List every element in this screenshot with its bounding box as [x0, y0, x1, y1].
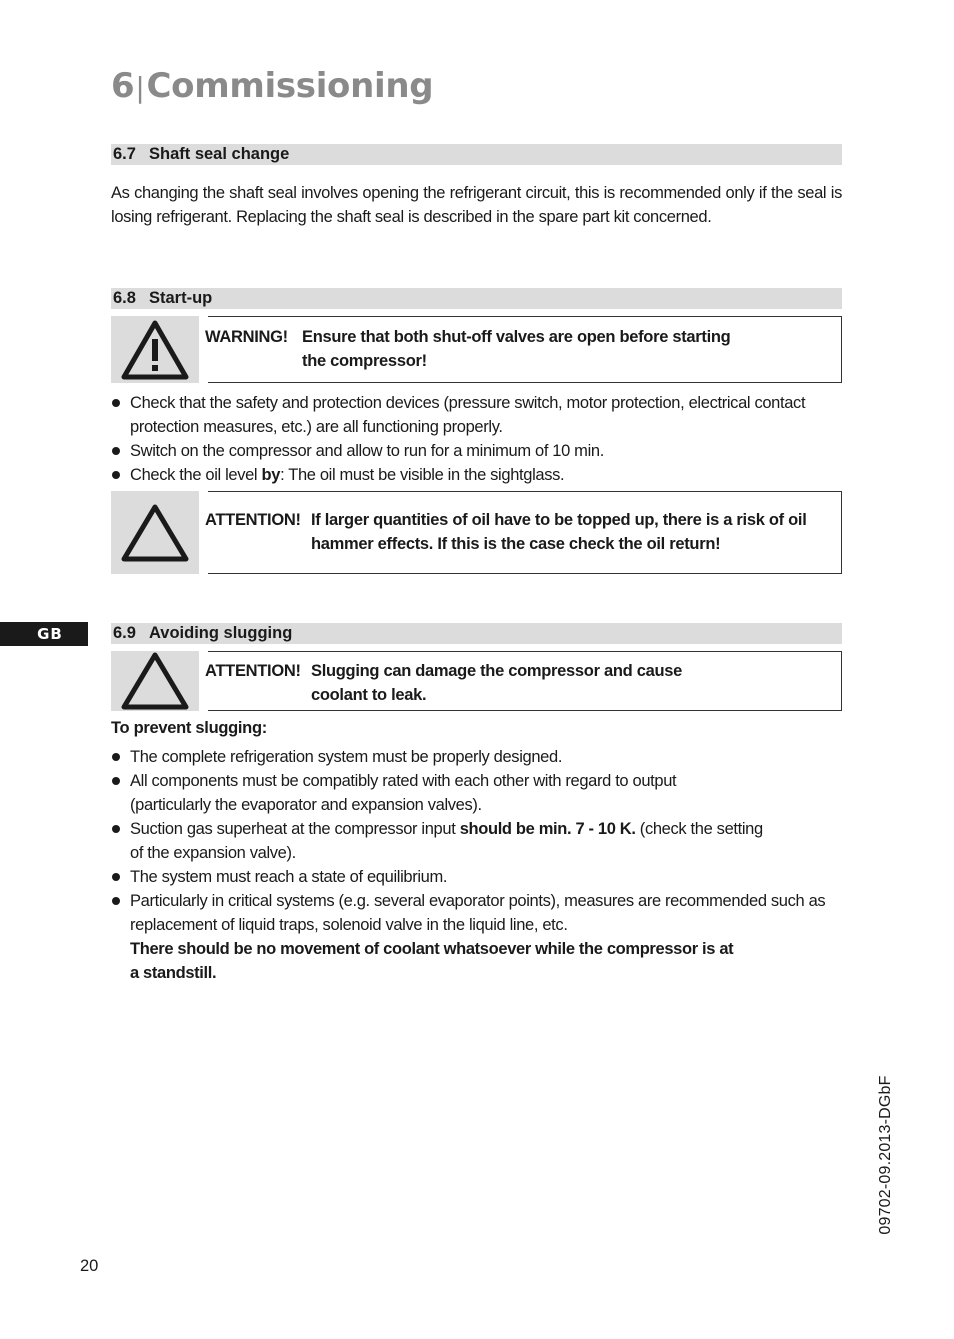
bullet-icon	[112, 825, 120, 833]
bullet-icon	[112, 873, 120, 881]
list-item-text: of the expansion valve).	[130, 844, 296, 862]
list-item-text: The complete refrigeration system must be properly designed.	[130, 748, 563, 766]
bullet-icon	[112, 471, 120, 479]
list-item	[111, 391, 842, 439]
page-title	[111, 66, 433, 106]
list-item-text: (particularly the evaporator and expansion valves).	[130, 796, 482, 814]
attention-box-oil	[111, 491, 842, 574]
list-item-emphasis: by	[261, 466, 281, 484]
list-item-emphasis: should be min. 7 - 10 K.	[459, 820, 636, 838]
list-item	[111, 769, 842, 817]
list-item	[111, 439, 842, 463]
warning-icon-cell	[111, 316, 199, 383]
shaft-seal-paragraph: As changing the shaft seal involves opening the refrigerant circuit, this is recommended only if the seal is losing refrigerant. Replacing the shaft seal is described in the spare part kit concerned.	[111, 184, 842, 226]
warning-label: WARNING!	[205, 328, 288, 346]
list-item-text: Check that the safety and protection devices (pressure switch, motor protection, electrical contact protection measures, etc.) are all functioning properly.	[130, 394, 806, 436]
page-number: 20	[80, 1257, 99, 1275]
list-item	[111, 745, 842, 769]
prevent-slugging-heading: To prevent slugging:	[111, 719, 267, 737]
list-item-text: All components must be compatibly rated with each other with regard to output	[130, 772, 677, 790]
section-heading-6-8	[111, 288, 842, 309]
list-item-text: Check the oil level	[130, 466, 262, 484]
list-item-text: Particularly in critical systems (e.g. several evaporator points), measures are recommended such as replacement of liquid traps, solenoid valve in the liquid line, etc.	[130, 892, 826, 934]
bullet-icon	[112, 753, 120, 761]
chapter-separator: |	[135, 71, 145, 104]
list-item-text: (check the setting	[635, 820, 763, 838]
startup-checklist	[111, 391, 842, 487]
attention-triangle-icon	[120, 651, 190, 711]
section-title: Start-up	[149, 289, 213, 307]
list-item	[111, 463, 842, 487]
slugging-prevention-list	[111, 745, 842, 985]
section-title: Shaft seal change	[149, 145, 290, 163]
warning-box	[111, 316, 842, 383]
attention-label: ATTENTION!	[205, 511, 301, 529]
bullet-icon	[112, 777, 120, 785]
warning-exclamation-icon	[120, 319, 190, 381]
bullet-icon	[112, 399, 120, 407]
chapter-title: Commissioning	[146, 66, 434, 106]
language-tab: GB	[0, 622, 88, 646]
section-heading-6-7	[111, 144, 842, 165]
list-item-emphasis: a standstill.	[130, 964, 217, 982]
list-item-text: The system must reach a state of equilibrium.	[130, 868, 448, 886]
attention-text-line-2: coolant to leak.	[311, 686, 427, 704]
list-item-emphasis: There should be no movement of coolant whatsoever while the compressor is at	[130, 940, 734, 958]
attention-icon-cell	[111, 651, 199, 711]
list-item-text: Suction gas superheat at the compressor input	[130, 820, 460, 838]
section-number: 6.9	[113, 624, 136, 642]
bullet-icon	[112, 897, 120, 905]
section-number: 6.7	[113, 145, 136, 163]
list-item	[111, 817, 842, 865]
bullet-icon	[112, 447, 120, 455]
list-item	[111, 889, 842, 985]
attention-text-line-1: Slugging can damage the compressor and cause	[311, 662, 682, 680]
attention-icon-cell	[111, 491, 199, 574]
attention-text-line-1: If larger quantities of oil have to be topped up, there is a risk of oil	[311, 511, 807, 529]
attention-text-line-2: hammer effects. If this is the case check the oil return!	[311, 535, 721, 553]
document-code-text: 09702-09.2013-DGbF	[877, 1075, 894, 1235]
attention-triangle-icon	[120, 502, 190, 564]
chapter-number: 6	[111, 66, 135, 106]
attention-label: ATTENTION!	[205, 662, 301, 680]
list-item-text: : The oil must be visible in the sightglass.	[280, 466, 565, 484]
list-item-text: Switch on the compressor and allow to run for a minimum of 10 min.	[130, 442, 604, 460]
section-number: 6.8	[113, 289, 136, 307]
section-title: Avoiding slugging	[149, 624, 293, 642]
warning-text-line-2: the compressor!	[302, 352, 427, 370]
warning-text-line-1: Ensure that both shut-off valves are open before starting	[302, 328, 731, 346]
attention-box-slugging	[111, 651, 842, 711]
section-heading-6-9	[111, 623, 842, 644]
list-item	[111, 865, 842, 889]
